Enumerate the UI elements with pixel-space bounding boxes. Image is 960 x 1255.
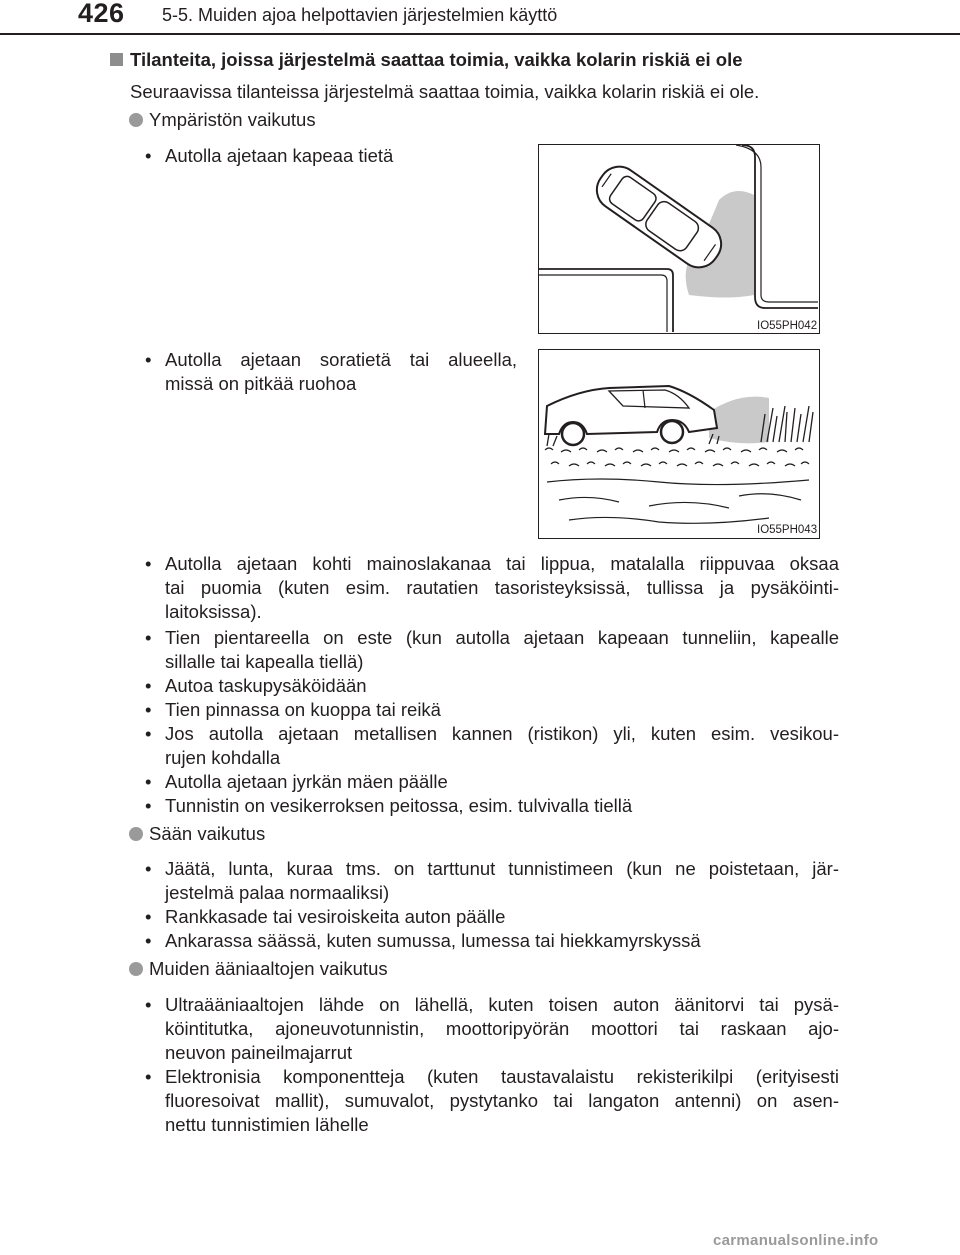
item-line: fluoresoivat mallit), sumuvalot, pystytanko tai langaton antenni) on asen- xyxy=(165,1090,839,1111)
sound-heading-text: Muiden ääniaaltojen vaikutus xyxy=(149,958,388,979)
bullet-dot: • xyxy=(145,723,152,744)
env-item: Tien pinnassa on kuoppa tai reikä xyxy=(165,699,441,720)
item-line: Autolla ajetaan soratietä tai alueella, xyxy=(165,349,517,370)
circle-bullet-icon xyxy=(129,113,143,127)
page-number: 426 xyxy=(78,0,125,28)
narrow-road-illustration xyxy=(539,145,818,332)
weather-item xyxy=(165,857,839,905)
item-line: Ultraääniaaltojen lähde on lähellä, kuten toisen auton äänitorvi tai pysä- xyxy=(165,994,839,1015)
bullet-dot: • xyxy=(145,1066,152,1087)
weather-heading-text: Sään vaikutus xyxy=(149,823,266,844)
item-line: tai puomia (kuten esim. rautatien tasoristeyksissä, tullissa ja pysäköinti- xyxy=(165,577,839,598)
item-line: Tien pientareella on este (kun autolla ajetaan kapeaan tunneliin, kapealle xyxy=(165,627,839,648)
sound-heading xyxy=(129,957,388,981)
bullet-dot: • xyxy=(145,699,152,720)
bullet-dot: • xyxy=(145,145,152,166)
bullet-dot: • xyxy=(145,771,152,792)
bullet-dot: • xyxy=(145,553,152,574)
sound-item xyxy=(165,993,839,1065)
bullet-dot: • xyxy=(145,906,152,927)
item-line: jestelmä palaa normaaliksi) xyxy=(165,882,390,903)
bullet-dot: • xyxy=(145,627,152,648)
weather-item: Ankarassa säässä, kuten sumussa, lumessa tai hiekkamyrskyssä xyxy=(165,930,701,951)
site-watermark: carmanualsonline.info xyxy=(713,1232,879,1249)
item-line: rujen kohdalla xyxy=(165,747,281,768)
environment-heading xyxy=(129,108,316,132)
header-rule xyxy=(0,33,960,35)
sound-item xyxy=(165,1065,839,1137)
weather-item: Rankkasade tai vesiroiskeita auton päälle xyxy=(165,906,506,927)
bullet-dot: • xyxy=(145,994,152,1015)
item-line: Autolla ajetaan kohti mainoslakanaa tai lippua, matalalla riippuvaa oksaa xyxy=(165,553,839,574)
figure-gravel-grass xyxy=(538,349,820,539)
bullet-dot: • xyxy=(145,349,152,370)
weather-heading xyxy=(129,822,265,846)
env-item: Tunnistin on vesikerroksen peitossa, esim. tulvivalla tiellä xyxy=(165,795,633,816)
item-line: sillalle tai kapealla tiellä) xyxy=(165,651,364,672)
figure-code-1: IO55PH042 xyxy=(757,320,818,332)
figure-code-2: IO55PH043 xyxy=(757,524,818,536)
section-intro: Seuraavissa tilanteissa järjestelmä saattaa toimia, vaikka kolarin riskiä ei ole. xyxy=(130,81,760,102)
bullet-dot: • xyxy=(145,930,152,951)
gravel-grass-illustration xyxy=(539,350,818,537)
item-line: laitoksissa). xyxy=(165,601,262,622)
env-item xyxy=(165,626,839,674)
section-heading xyxy=(110,48,743,72)
env-item-narrow-road: Autolla ajetaan kapeaa tietä xyxy=(165,145,394,166)
env-item xyxy=(165,722,839,770)
item-line: nettu tunnistimien lähelle xyxy=(165,1114,369,1135)
env-item-gravel-grass xyxy=(165,348,517,396)
bullet-dot: • xyxy=(145,675,152,696)
item-line: Jos autolla ajetaan metallisen kannen (ristikon) yli, kuten esim. vesikou- xyxy=(165,723,839,744)
environment-heading-text: Ympäristön vaikutus xyxy=(149,109,316,130)
env-item xyxy=(165,552,839,624)
item-line: Jäätä, lunta, kuraa tms. on tarttunut tunnistimeen (kun ne poistetaan, jär- xyxy=(165,858,839,879)
bullet-dot: • xyxy=(145,858,152,879)
item-line: köintitutka, ajoneuvotunnistin, moottoripyörän moottori tai raskaan ajo- xyxy=(165,1018,839,1039)
figure-narrow-road xyxy=(538,144,820,334)
circle-bullet-icon xyxy=(129,962,143,976)
env-item: Autolla ajetaan jyrkän mäen päälle xyxy=(165,771,448,792)
item-line: Elektronisia komponentteja (kuten taustavalaistu rekisterikilpi (erityisesti xyxy=(165,1066,839,1087)
section-heading-text: Tilanteita, joissa järjestelmä saattaa toimia, vaikka kolarin riskiä ei ole xyxy=(130,49,743,70)
chapter-title: 5-5. Muiden ajoa helpottavien järjestelmien käyttö xyxy=(162,5,558,25)
item-line: neuvon paineilmajarrut xyxy=(165,1042,353,1063)
item-line: missä on pitkää ruohoa xyxy=(165,373,357,394)
square-bullet-icon xyxy=(110,53,123,66)
circle-bullet-icon xyxy=(129,827,143,841)
bullet-dot: • xyxy=(145,795,152,816)
env-item: Autoa taskupysäköidään xyxy=(165,675,367,696)
